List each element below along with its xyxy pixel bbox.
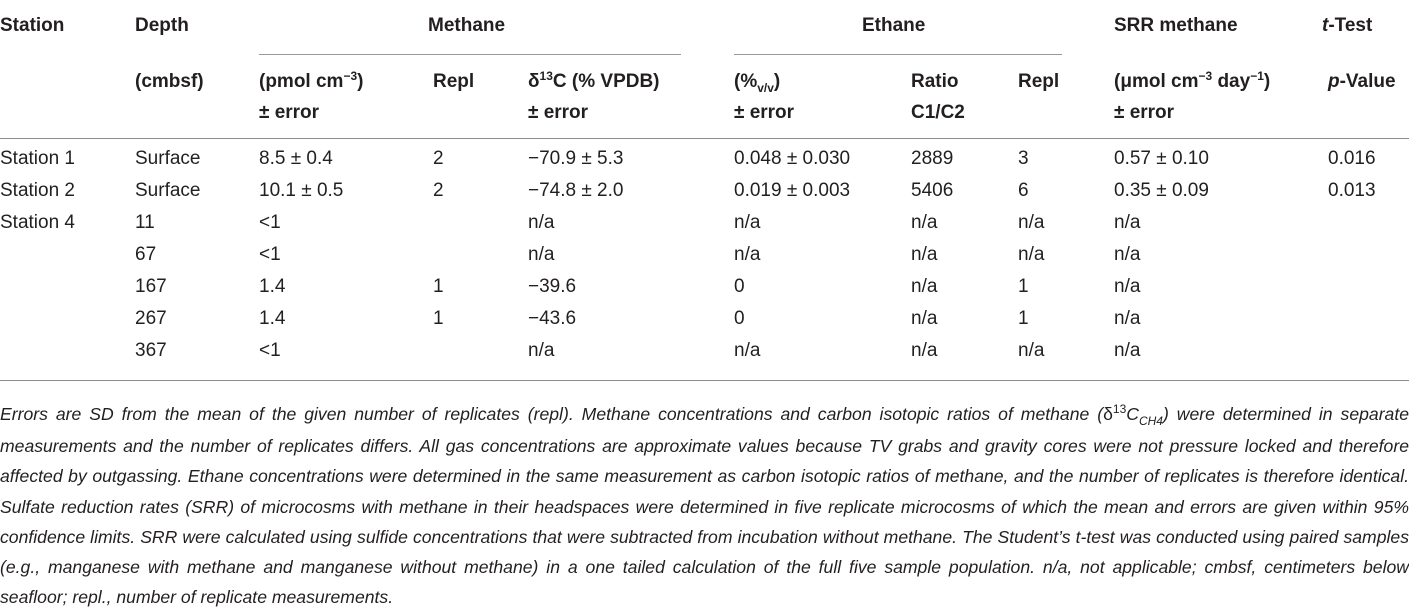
table-cell-srr: n/a — [1114, 308, 1141, 329]
table-cell-delta13c: n/a — [528, 340, 555, 361]
caption-delta-sup: 13 — [1112, 402, 1127, 416]
table-cell-delta13c: −70.9 ± 5.3 — [528, 148, 624, 169]
table-cell-ethane-repl: n/a — [1018, 212, 1045, 233]
table-cell-ethane-pct: n/a — [734, 212, 761, 233]
table-cell-delta13c: −39.6 — [528, 276, 577, 297]
table-cell-methane-conc: <1 — [259, 212, 281, 233]
t-test-rest: -Test — [1328, 15, 1373, 36]
srr-unit-close: ) — [1263, 71, 1271, 92]
table-cell-srr: n/a — [1114, 276, 1141, 297]
ethane-group-rule — [734, 54, 1062, 55]
header-srr-error: ± error — [1114, 102, 1175, 123]
delta-symbol: δ — [528, 71, 540, 92]
table-cell-srr: 0.57 ± 0.10 — [1114, 148, 1209, 169]
table-cell-methane-conc: 10.1 ± 0.5 — [259, 180, 344, 201]
methane-conc-sup: −3 — [343, 69, 358, 83]
header-p-value — [1328, 71, 1396, 93]
table-cell-ratio: n/a — [911, 276, 938, 297]
table-cell-depth: 67 — [135, 244, 157, 265]
header-delta-error: ± error — [528, 102, 589, 123]
table-cell-ethane-pct: 0.019 ± 0.003 — [734, 180, 851, 201]
table-cell-depth: Surface — [135, 180, 201, 201]
table-cell-ratio: 5406 — [911, 180, 954, 201]
caption-part2: ) were determined in separate measurements and the number of replicates differs. All gas concentrations are approximate values because TV grabs and gravity cores were not pressure locked and therefore affected by outgassing. Ethane concentrations were determined in the same measurement as carbon isotopic ratios of methane, and the number of replicates is therefore identical. Sulfate reduction rates (SRR) of microcosms with methane in their headspaces were determined in five replicate microcosms of which the mean and errors are given within 95% confidence limits. SRR were calculated using sulfide concentrations that were subtracted from incubation without methane. The Student’s t-test was conducted using paired samples (e.g., manganese with methane and manganese without methane) in a one tailed calculation of the full five sample population. n/a, not applicable; cmbsf, centimeters below seafloor; repl., number of replicate measurements. — [0, 404, 1409, 608]
srr-unit-sup1: −3 — [1198, 69, 1213, 83]
table-cell-ethane-pct: 0 — [734, 276, 745, 297]
table-cell-depth: Surface — [135, 148, 201, 169]
table-cell-ethane-repl: n/a — [1018, 340, 1045, 361]
table-cell-delta13c: n/a — [528, 244, 555, 265]
table-cell-ethane-repl: 3 — [1018, 148, 1029, 169]
header-methane-error: ± error — [259, 102, 320, 123]
header-ethane-error: ± error — [734, 102, 795, 123]
header-methane-conc — [259, 71, 363, 94]
table-cell-ratio: 2889 — [911, 148, 954, 169]
table-cell-methane-repl: 2 — [433, 180, 444, 201]
table-cell-delta13c: −74.8 ± 2.0 — [528, 180, 624, 201]
header-ratio: Ratio — [911, 71, 959, 92]
table-cell-ethane-repl: 1 — [1018, 308, 1029, 329]
table-cell-p-value: 0.013 — [1328, 180, 1376, 201]
table-cell-ratio: n/a — [911, 308, 938, 329]
table-bottom-rule — [0, 380, 1409, 381]
header-depth-unit: (cmbsf) — [135, 71, 204, 92]
methane-group-rule — [259, 54, 681, 55]
ethane-pct-sub: v/v — [757, 81, 774, 95]
table-cell-methane-conc: 8.5 ± 0.4 — [259, 148, 333, 169]
header-depth: Depth — [135, 15, 189, 36]
table-cell-station: Station 4 — [0, 212, 75, 233]
p-value-rest: -Value — [1339, 71, 1396, 92]
table-cell-station: Station 2 — [0, 180, 75, 201]
table-cell-methane-conc: <1 — [259, 244, 281, 265]
table-cell-ethane-repl: n/a — [1018, 244, 1045, 265]
header-methane-repl: Repl — [433, 71, 475, 92]
table-cell-ratio: n/a — [911, 212, 938, 233]
table-cell-srr: 0.35 ± 0.09 — [1114, 180, 1209, 201]
header-ethane: Ethane — [862, 15, 926, 36]
table-cell-depth: 267 — [135, 308, 167, 329]
methane-conc-text: (pmol cm — [259, 71, 344, 92]
t-italic: t — [1322, 15, 1329, 36]
table-cell-methane-repl: 1 — [433, 308, 444, 329]
table-cell-ethane-pct: n/a — [734, 244, 761, 265]
caption-delta-symbol: δ — [1103, 404, 1113, 424]
table-cell-p-value: 0.016 — [1328, 148, 1376, 169]
table-cell-ethane-repl: 6 — [1018, 180, 1029, 201]
caption-part1: Errors are SD from the mean of the given number of replicates (repl). Methane concentrations and carbon isotopic ratios of methane ( — [0, 404, 1104, 424]
srr-unit-sup2: −1 — [1250, 69, 1264, 83]
table-cell-methane-conc: 1.4 — [259, 308, 286, 329]
table-cell-depth: 167 — [135, 276, 167, 297]
header-station: Station — [0, 15, 65, 36]
srr-unit-day: day — [1212, 71, 1251, 92]
table-cell-methane-conc: 1.4 — [259, 276, 286, 297]
header-ethane-repl: Repl — [1018, 71, 1060, 92]
table-cell-srr: n/a — [1114, 212, 1141, 233]
table-cell-srr: n/a — [1114, 340, 1141, 361]
table-caption — [0, 399, 1409, 612]
table-cell-ethane-repl: 1 — [1018, 276, 1029, 297]
header-methane: Methane — [428, 15, 506, 36]
header-delta13c — [528, 71, 660, 94]
table-cell-ethane-pct: n/a — [734, 340, 761, 361]
ethane-pct-text: (% — [734, 71, 758, 92]
srr-unit-text: (μmol cm — [1114, 71, 1199, 92]
p-italic: p — [1328, 71, 1340, 92]
table-cell-depth: 367 — [135, 340, 167, 361]
table-cell-ethane-pct: 0 — [734, 308, 745, 329]
table-cell-ethane-pct: 0.048 ± 0.030 — [734, 148, 851, 169]
header-ratio-c1c2: C1/C2 — [911, 102, 965, 123]
table-cell-delta13c: −43.6 — [528, 308, 577, 329]
table-cell-depth: 11 — [135, 212, 155, 233]
table-cell-methane-repl: 2 — [433, 148, 444, 169]
caption-delta-c: C — [1126, 404, 1139, 424]
table-cell-delta13c: n/a — [528, 212, 555, 233]
table-cell-ratio: n/a — [911, 244, 938, 265]
header-srr-unit — [1114, 71, 1270, 94]
header-bottom-rule — [0, 138, 1409, 139]
table-cell-station: Station 1 — [0, 148, 75, 169]
table-cell-ratio: n/a — [911, 340, 938, 361]
table-cell-methane-conc: <1 — [259, 340, 281, 361]
ethane-pct-close: ) — [773, 71, 781, 92]
header-ethane-pct — [734, 71, 780, 94]
header-srr-methane: SRR methane — [1114, 15, 1238, 36]
table-cell-methane-repl: 1 — [433, 276, 444, 297]
caption-delta-sub: CH4 — [1138, 414, 1163, 428]
table-cell-srr: n/a — [1114, 244, 1141, 265]
header-t-test — [1322, 15, 1372, 37]
delta-rest: C (% VPDB) — [552, 71, 660, 92]
delta-sup: 13 — [539, 69, 553, 83]
methane-conc-close: ) — [357, 71, 364, 92]
